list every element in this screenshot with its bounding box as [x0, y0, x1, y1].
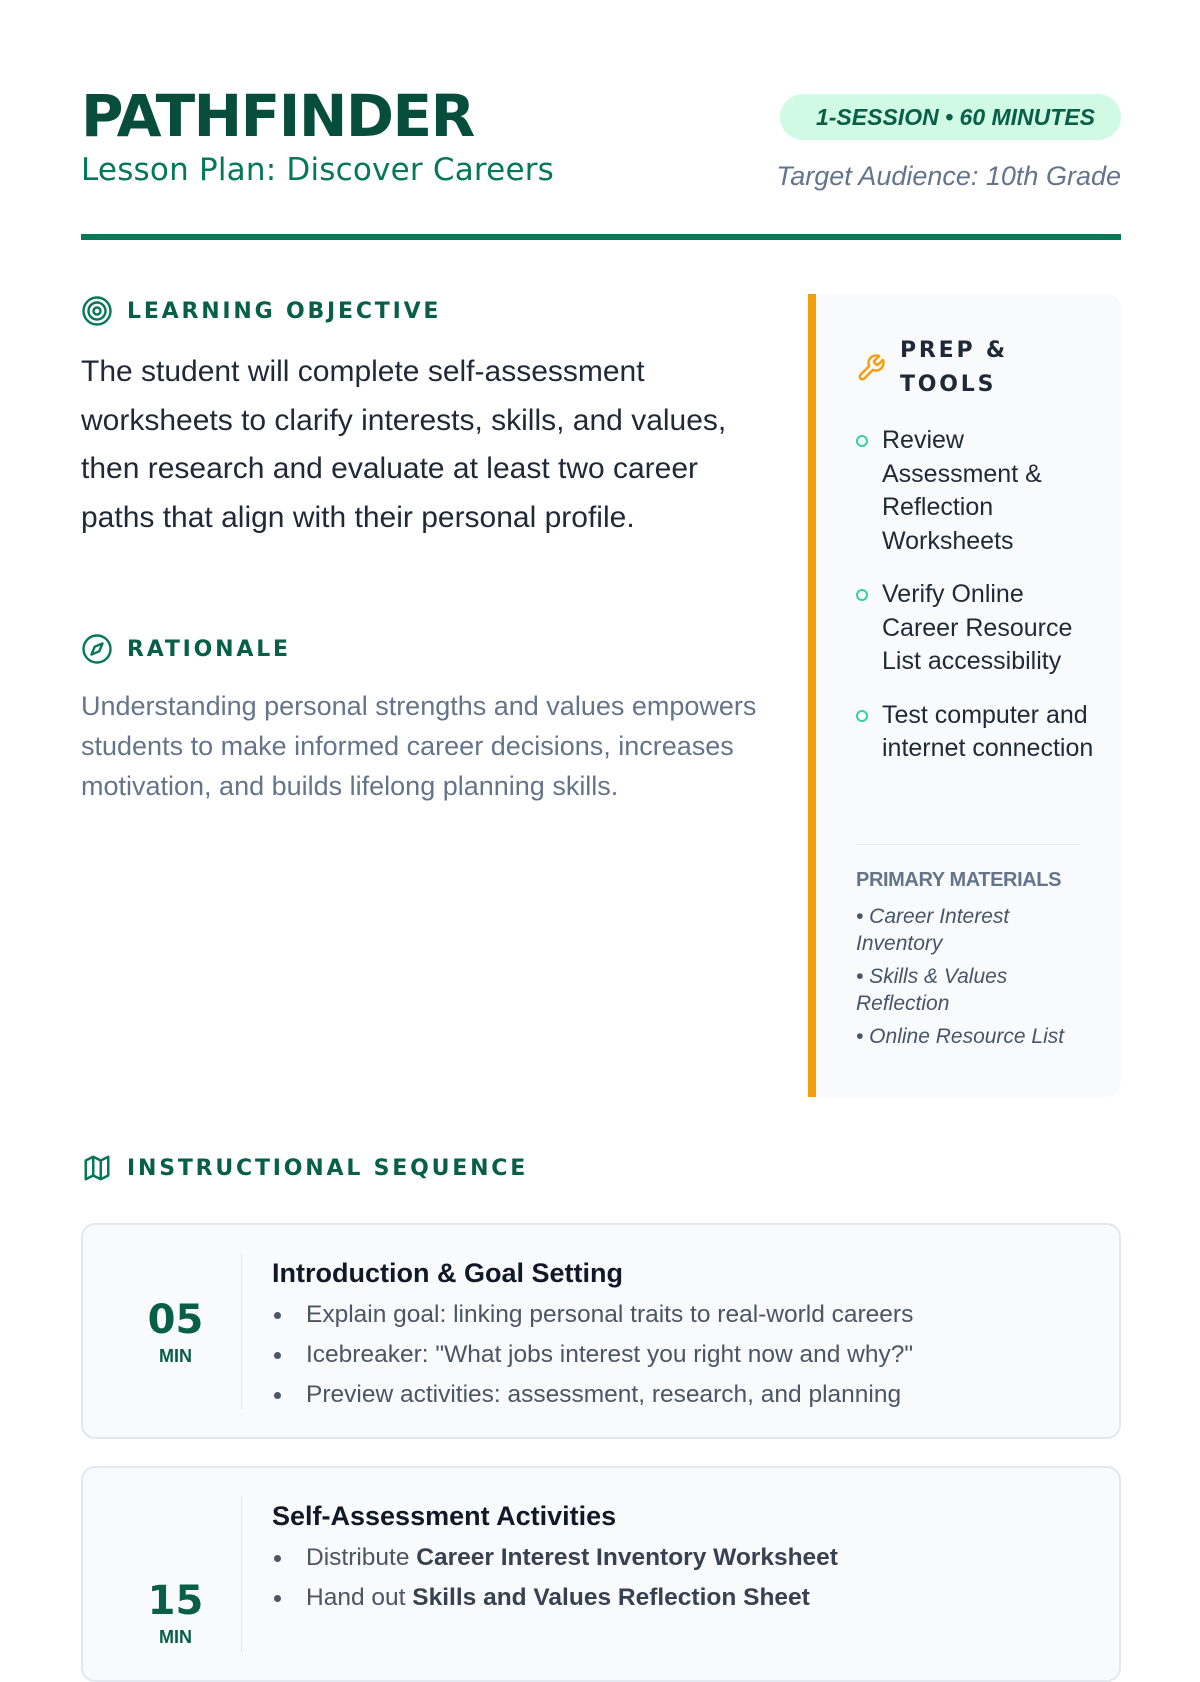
step-activity: Explain goal: linking personal traits to real-world careers	[272, 1295, 1092, 1335]
target-audience: Target Audience: 10th Grade	[776, 161, 1121, 191]
objective-heading	[81, 294, 441, 328]
header-divider	[81, 234, 1121, 240]
step-content	[272, 1253, 1092, 1415]
worksheet-name: Skills and Values Reflection Sheet	[412, 1584, 810, 1611]
prep-checklist-item: Verify Online Career Resource List accessibility	[856, 578, 1096, 679]
step-minutes-unit: MIN	[159, 1627, 192, 1647]
step-activities	[272, 1538, 1092, 1618]
materials-list	[856, 904, 1080, 1058]
prep-tools-panel	[808, 294, 1121, 1097]
bullet-circle-icon	[856, 710, 868, 722]
lesson-header	[81, 80, 1121, 240]
prep-heading-label: PREP & TOOLS	[900, 338, 1008, 397]
step-divider	[241, 1496, 242, 1652]
rationale-text: Understanding personal strengths and values empowers students to make informed career decisions, increases motivation, and builds lifelong planning skills.	[81, 691, 757, 801]
step-minutes: 15	[147, 1578, 204, 1624]
objective-text: The student will complete self-assessment worksheets to clarify interests, skills, and values, then research and evaluate at least two career paths that align with their personal profile.	[81, 355, 727, 534]
prep-checklist-item: Review Assessment & Reflection Worksheets	[856, 424, 1096, 558]
step-activity: Icebreaker: "What jobs interest you right now and why?"	[272, 1335, 1092, 1375]
sequence-step	[81, 1466, 1121, 1682]
map-icon	[81, 1152, 113, 1184]
bullet-circle-icon	[856, 435, 868, 447]
step-divider	[241, 1253, 242, 1409]
step-title: Introduction & Goal Setting	[272, 1258, 623, 1288]
lesson-subtitle: Lesson Plan: Discover Careers	[81, 152, 555, 188]
step-minutes: 05	[147, 1297, 204, 1343]
sequence-heading-label: INSTRUCTIONAL SEQUENCE	[127, 1155, 529, 1181]
material-item: • Skills & Values Reflection	[856, 965, 1008, 1015]
step-title: Self-Assessment Activities	[272, 1501, 617, 1531]
sequence-heading	[81, 1151, 528, 1185]
step-content	[272, 1496, 1092, 1618]
prep-heading	[856, 334, 1040, 402]
rationale-heading-label: RATIONALE	[127, 636, 291, 662]
prep-checklist	[856, 424, 1096, 786]
objective-heading-label: LEARNING OBJECTIVE	[127, 298, 442, 324]
sequence-step	[81, 1223, 1121, 1439]
session-badge: 1-SESSION • 60 MINUTES	[780, 94, 1121, 140]
material-item: • Online Resource List	[856, 1025, 1065, 1048]
prep-checklist-item: Test computer and internet connection	[856, 699, 1096, 766]
step-activities	[272, 1295, 1092, 1415]
rationale-heading	[81, 632, 291, 666]
step-activity: Distribute Career Interest Inventory Worksheet	[272, 1538, 1092, 1578]
step-activity: Preview activities: assessment, research, and planning	[272, 1375, 1092, 1415]
materials-title: PRIMARY MATERIALS	[856, 869, 1062, 891]
step-minutes-unit: MIN	[159, 1346, 192, 1366]
material-item: • Career Interest Inventory	[856, 905, 1010, 955]
target-icon	[81, 295, 113, 327]
wrench-icon	[856, 353, 886, 383]
brand-title: PATHFINDER	[81, 82, 474, 150]
worksheet-name: Career Interest Inventory Worksheet	[416, 1544, 838, 1571]
compass-icon	[81, 633, 113, 665]
bullet-circle-icon	[856, 589, 868, 601]
step-activity: Hand out Skills and Values Reflection Sheet	[272, 1578, 1092, 1618]
panel-divider	[856, 844, 1080, 845]
